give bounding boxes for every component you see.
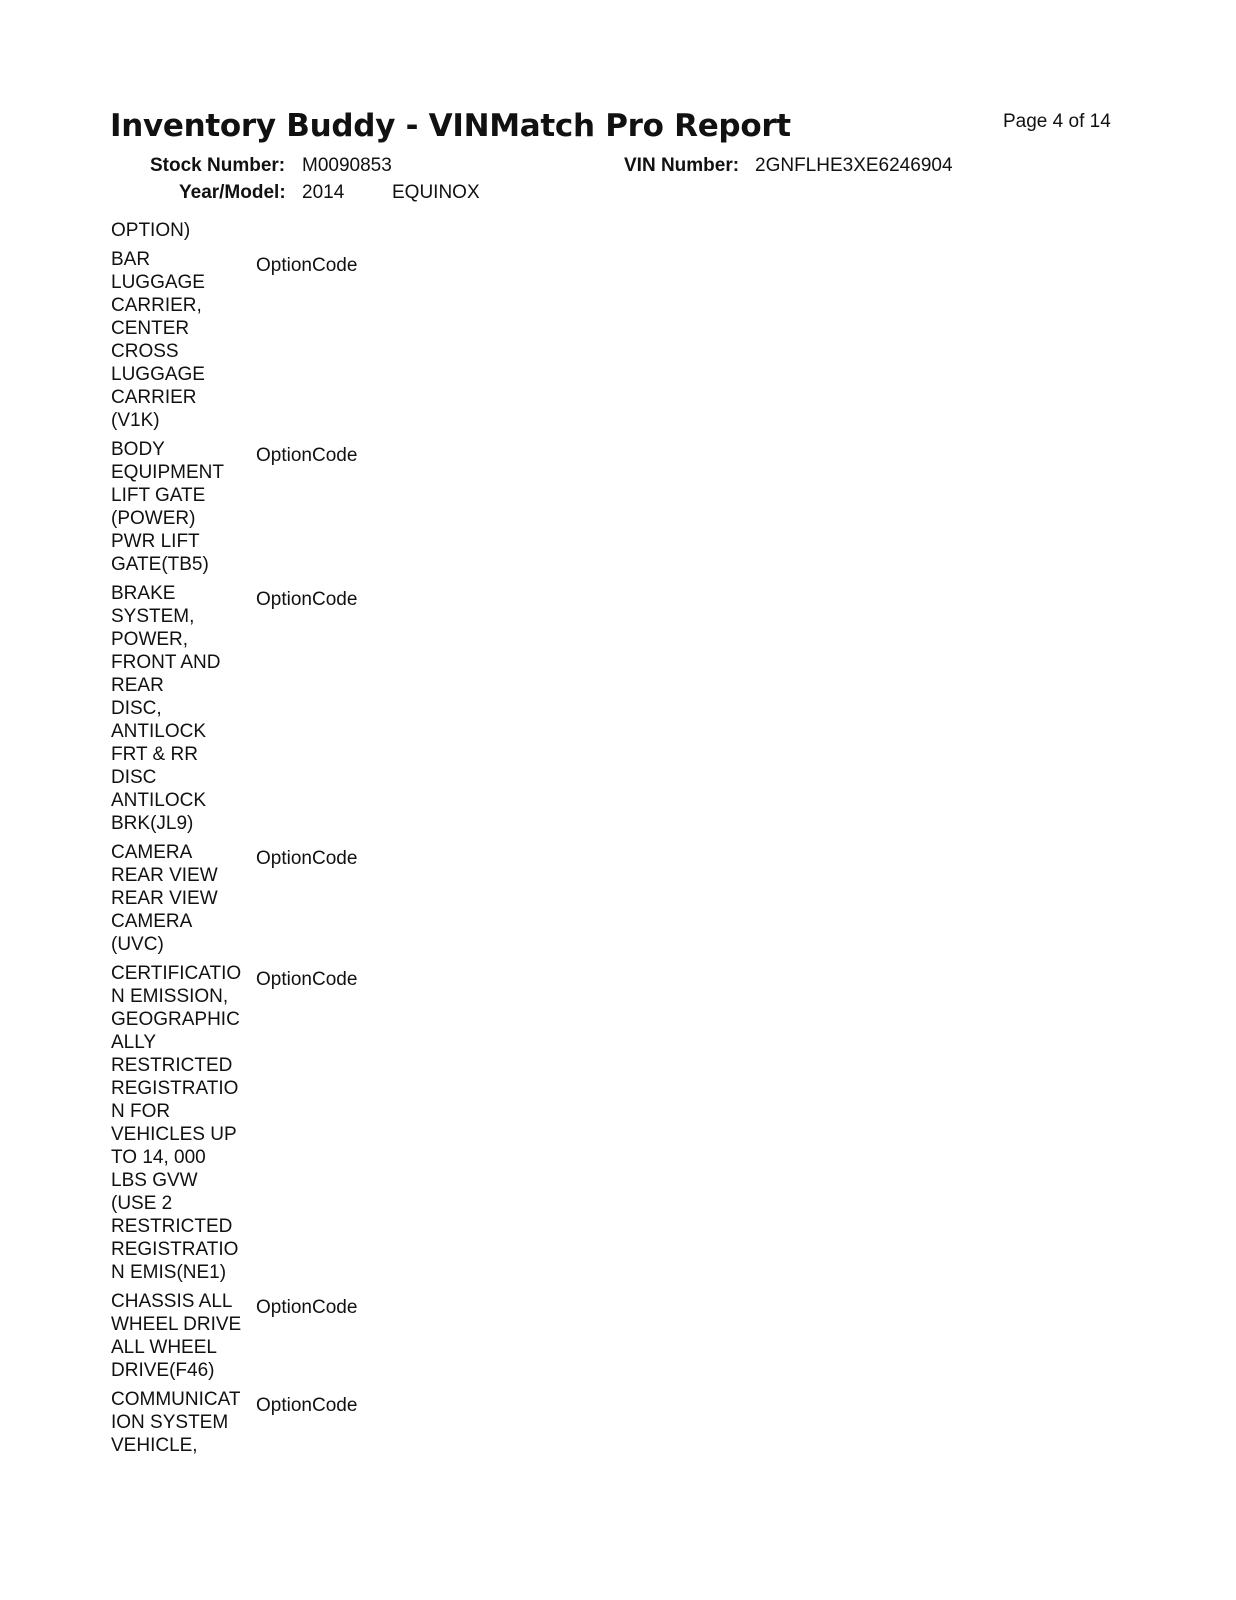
option-type: OptionCode [256,445,358,466]
continued-text: OPTION) [111,220,191,241]
stock-number-label: Stock Number: [150,155,286,176]
option-type: OptionCode [256,1395,358,1416]
option-description: BODY EQUIPMENT LIFT GATE (POWER) PWR LIFT GATE(TB5) [111,439,224,575]
option-row [111,841,511,956]
option-type: OptionCode [256,589,358,610]
option-row [111,438,511,576]
option-row [111,1388,511,1457]
option-type: OptionCode [256,1297,358,1318]
page-indicator: Page 4 of 14 [1003,111,1111,132]
option-type: OptionCode [256,848,358,869]
year-model-label: Year/Model: [179,182,286,203]
report-title: Inventory Buddy - VINMatch Pro Report [110,108,791,144]
continued-row [111,219,511,242]
vin-number-label: VIN Number: [624,155,740,176]
option-description: CERTIFICATIO N EMISSION, GEOGRAPHIC ALLY RESTRICTED REGISTRATIO N FOR VEHICLES UP TO 14, 000 LBS GVW (USE 2 RESTRICTED REGISTRATIO N EMIS(NE1) [111,963,242,1283]
option-type: OptionCode [256,969,358,990]
option-type: OptionCode [256,255,358,276]
option-row [111,1290,511,1382]
option-description: CAMERA REAR VIEW REAR VIEW CAMERA (UVC) [111,842,218,955]
option-row [111,582,511,835]
options-list [111,219,511,1463]
option-description: CHASSIS ALL WHEEL DRIVE ALL WHEEL DRIVE(F46) [111,1291,242,1381]
vin-number-value: 2GNFLHE3XE6246904 [755,155,953,176]
model-value: EQUINOX [392,182,480,203]
option-row [111,248,511,432]
option-row [111,962,511,1284]
year-value: 2014 [302,182,345,203]
option-description: BRAKE SYSTEM, POWER, FRONT AND REAR DISC, ANTILOCK FRT & RR DISC ANTILOCK BRK(JL9) [111,583,221,834]
option-description: BAR LUGGAGE CARRIER, CENTER CROSS LUGGAGE CARRIER (V1K) [111,249,205,431]
stock-number-value: M0090853 [302,155,392,176]
option-description: COMMUNICAT ION SYSTEM VEHICLE, [111,1389,241,1456]
